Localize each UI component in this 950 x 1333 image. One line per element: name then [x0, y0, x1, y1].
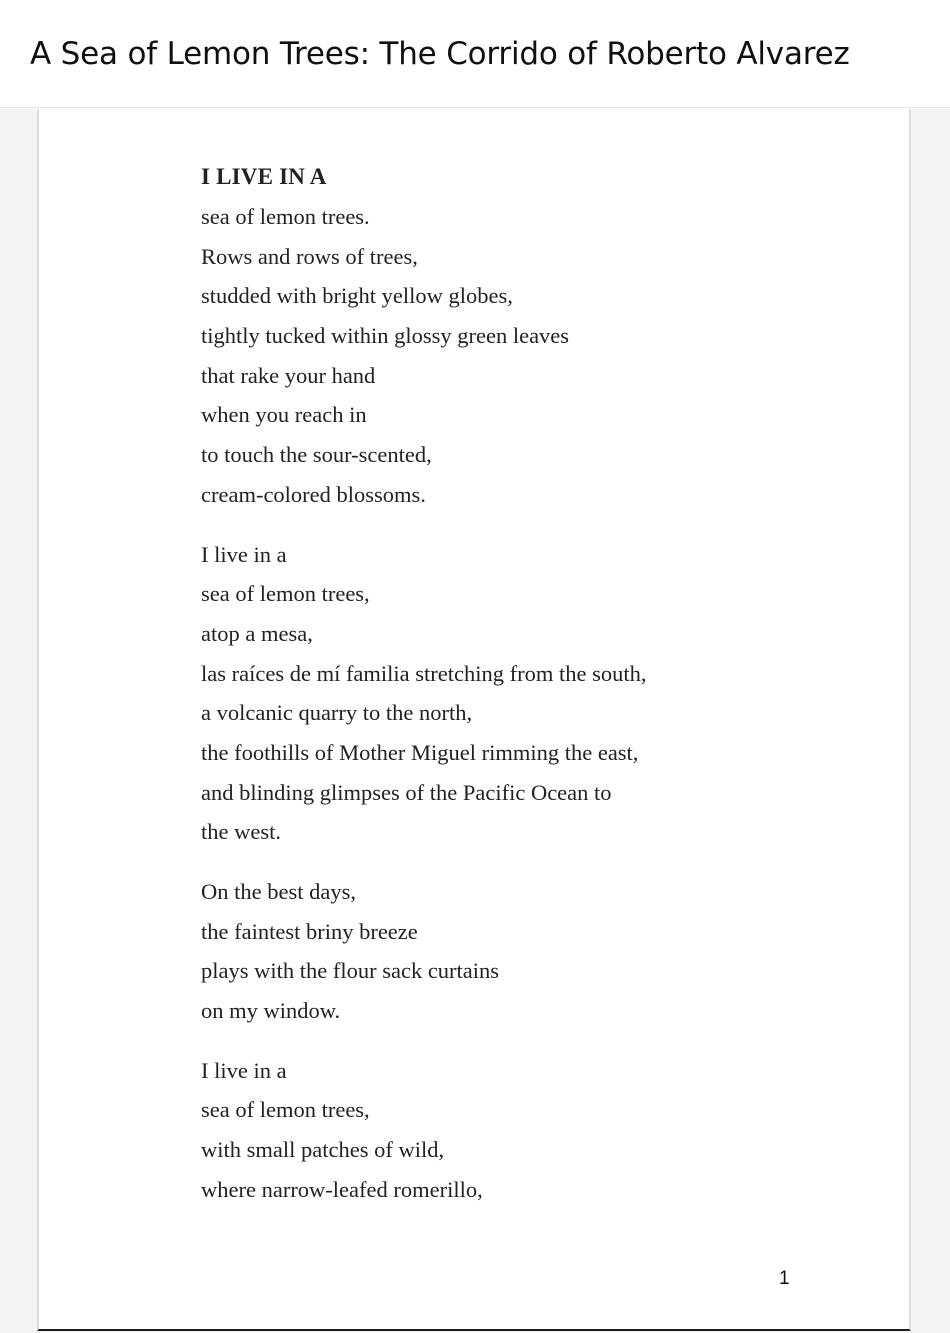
poem-line: where narrow-leafed romerillo,	[201, 1176, 483, 1202]
poem-text	[201, 157, 881, 1210]
poem-line: cream-colored blossoms.	[201, 481, 426, 507]
poem-line: the faintest briny breeze	[201, 918, 418, 944]
poem-line: and blinding glimpses of the Pacific Ocean to	[201, 779, 612, 805]
poem-line: when you reach in	[201, 402, 367, 428]
poem-line: on my window.	[201, 998, 341, 1024]
poem-line: plays with the flour sack curtains	[201, 958, 500, 984]
book-page	[37, 109, 911, 1331]
poem-line: to touch the sour-scented,	[201, 442, 432, 468]
stanza	[201, 1051, 881, 1210]
stanza	[201, 535, 881, 853]
page-number: 1	[779, 1268, 790, 1289]
poem-line: On the best days,	[201, 879, 356, 904]
poem-line: sea of lemon trees,	[201, 581, 370, 607]
stanza	[201, 872, 881, 1031]
poem-line: that rake your hand	[201, 362, 376, 388]
book-title: A Sea of Lemon Trees: The Corrido of Roberto Alvarez	[30, 36, 850, 72]
poem-heading: I LIVE IN A	[201, 164, 327, 189]
poem-line: las raíces de mí familia stretching from the south,	[201, 660, 647, 686]
poem-line: atop a mesa,	[201, 620, 313, 646]
reader-viewport[interactable]	[0, 109, 950, 1333]
poem-line: sea of lemon trees,	[201, 1097, 370, 1123]
poem-line: with small patches of wild,	[201, 1137, 445, 1163]
poem-line: I live in a	[201, 541, 287, 567]
poem-line: Rows and rows of trees,	[201, 243, 418, 269]
poem-line: studded with bright yellow globes,	[201, 283, 513, 309]
stanza	[201, 197, 881, 515]
poem-line: tightly tucked within glossy green leaves	[201, 323, 570, 349]
title-bar	[0, 0, 950, 108]
poem-line: sea of lemon trees.	[201, 204, 370, 229]
poem-line: I live in a	[201, 1057, 287, 1083]
poem-line: a volcanic quarry to the north,	[201, 700, 473, 726]
poem-line: the west.	[201, 819, 281, 845]
poem-line: the foothills of Mother Miguel rimming the east,	[201, 739, 639, 765]
